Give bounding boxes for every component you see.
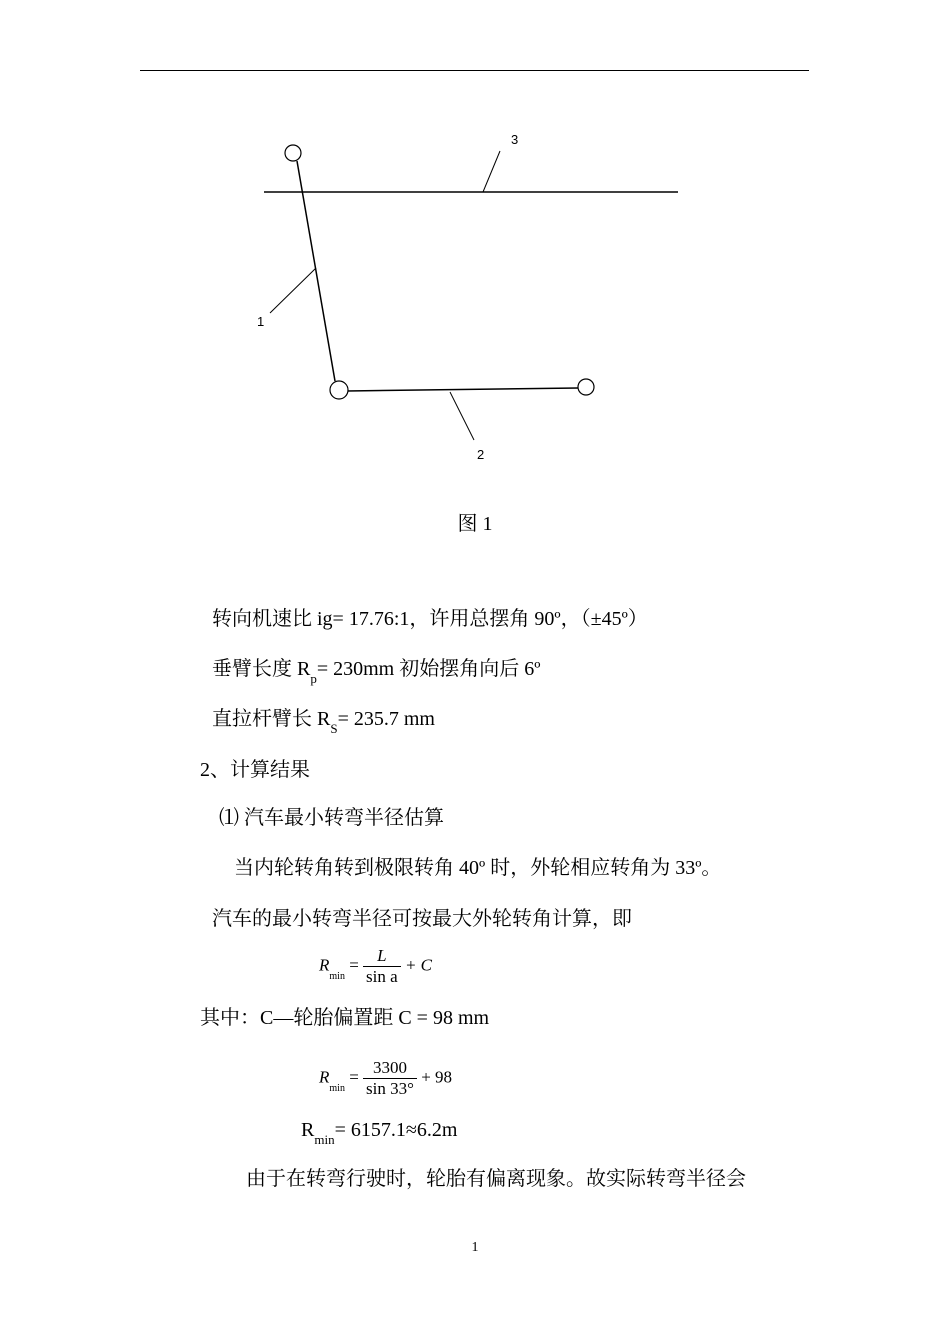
- leader-1: [270, 268, 316, 313]
- formula2-fraction: [363, 1058, 417, 1099]
- result-subscript: min: [314, 1132, 335, 1147]
- leader-3: [483, 151, 500, 192]
- text-line-pitman-arm: [212, 656, 540, 684]
- text-line-tire-slip: 由于在转弯行驶时，轮胎有偏离现象。故实际转弯半径会: [246, 1168, 746, 1190]
- result-r: R: [301, 1119, 315, 1141]
- pivot-bottom-left: [330, 381, 348, 399]
- result-value: = 6157.1≈6.2m: [334, 1119, 458, 1141]
- formula1-eq: =: [349, 955, 359, 975]
- formula2-r: R: [319, 1067, 330, 1087]
- page-number: 1: [471, 1240, 479, 1255]
- label-2: 2: [477, 447, 485, 462]
- formula1-plus: + C: [404, 955, 432, 975]
- formula-general: [319, 946, 432, 987]
- leader-2: [450, 392, 474, 440]
- formula2-plus: + 98: [421, 1067, 453, 1087]
- pitman-arm-value: = 230mm 初始摆角向后 6º: [316, 658, 541, 680]
- text-line-wheel-angle: 当内轮转角转到极限转角 40º 时，外轮相应转角为 33º。: [234, 857, 722, 879]
- text-line-gear-ratio: 转向机速比 ig= 17.76:1，许用总摆角 90º，（±45º）: [212, 608, 648, 630]
- member-2-rod: [347, 388, 578, 391]
- text-line-result: [301, 1117, 457, 1145]
- drag-link-subscript: S: [330, 721, 338, 736]
- member-1-arm: [297, 161, 335, 381]
- formula2-denominator: sin 33°: [366, 1079, 414, 1098]
- formula1-denominator: sin a: [366, 967, 398, 986]
- label-3: 3: [511, 132, 519, 147]
- formula1-fraction: [363, 946, 401, 987]
- pivot-top: [285, 145, 301, 161]
- text-line-offset: 其中：C—轮胎偏置距 C = 98 mm: [200, 1007, 490, 1029]
- pitman-arm-subscript: p: [310, 671, 317, 686]
- text-line-drag-link-arm: [212, 706, 435, 734]
- formula2-eq: =: [349, 1067, 359, 1087]
- steering-linkage-diagram: [0, 0, 950, 500]
- subsection-heading: ⑴ 汽车最小转弯半径估算: [219, 807, 444, 829]
- drag-link-value: = 235.7 mm: [337, 708, 435, 730]
- drag-link-text: 直拉杆臂长 R: [212, 708, 331, 730]
- formula2-sub: min: [329, 1083, 345, 1095]
- formula1-r: R: [319, 955, 330, 975]
- text-line-radius-method: 汽车的最小转弯半径可按最大外轮转角计算，即: [212, 908, 632, 930]
- pitman-arm-text: 垂臂长度 R: [212, 658, 311, 680]
- pivot-bottom-right: [578, 379, 594, 395]
- section-heading: 2、计算结果: [200, 759, 310, 781]
- formula2-numerator: 3300: [363, 1058, 417, 1079]
- formula-numeric: [319, 1058, 452, 1099]
- figure-caption: 图 1: [457, 513, 493, 535]
- label-1: 1: [257, 314, 265, 329]
- formula1-sub: min: [329, 971, 345, 983]
- formula1-numerator: L: [363, 946, 401, 967]
